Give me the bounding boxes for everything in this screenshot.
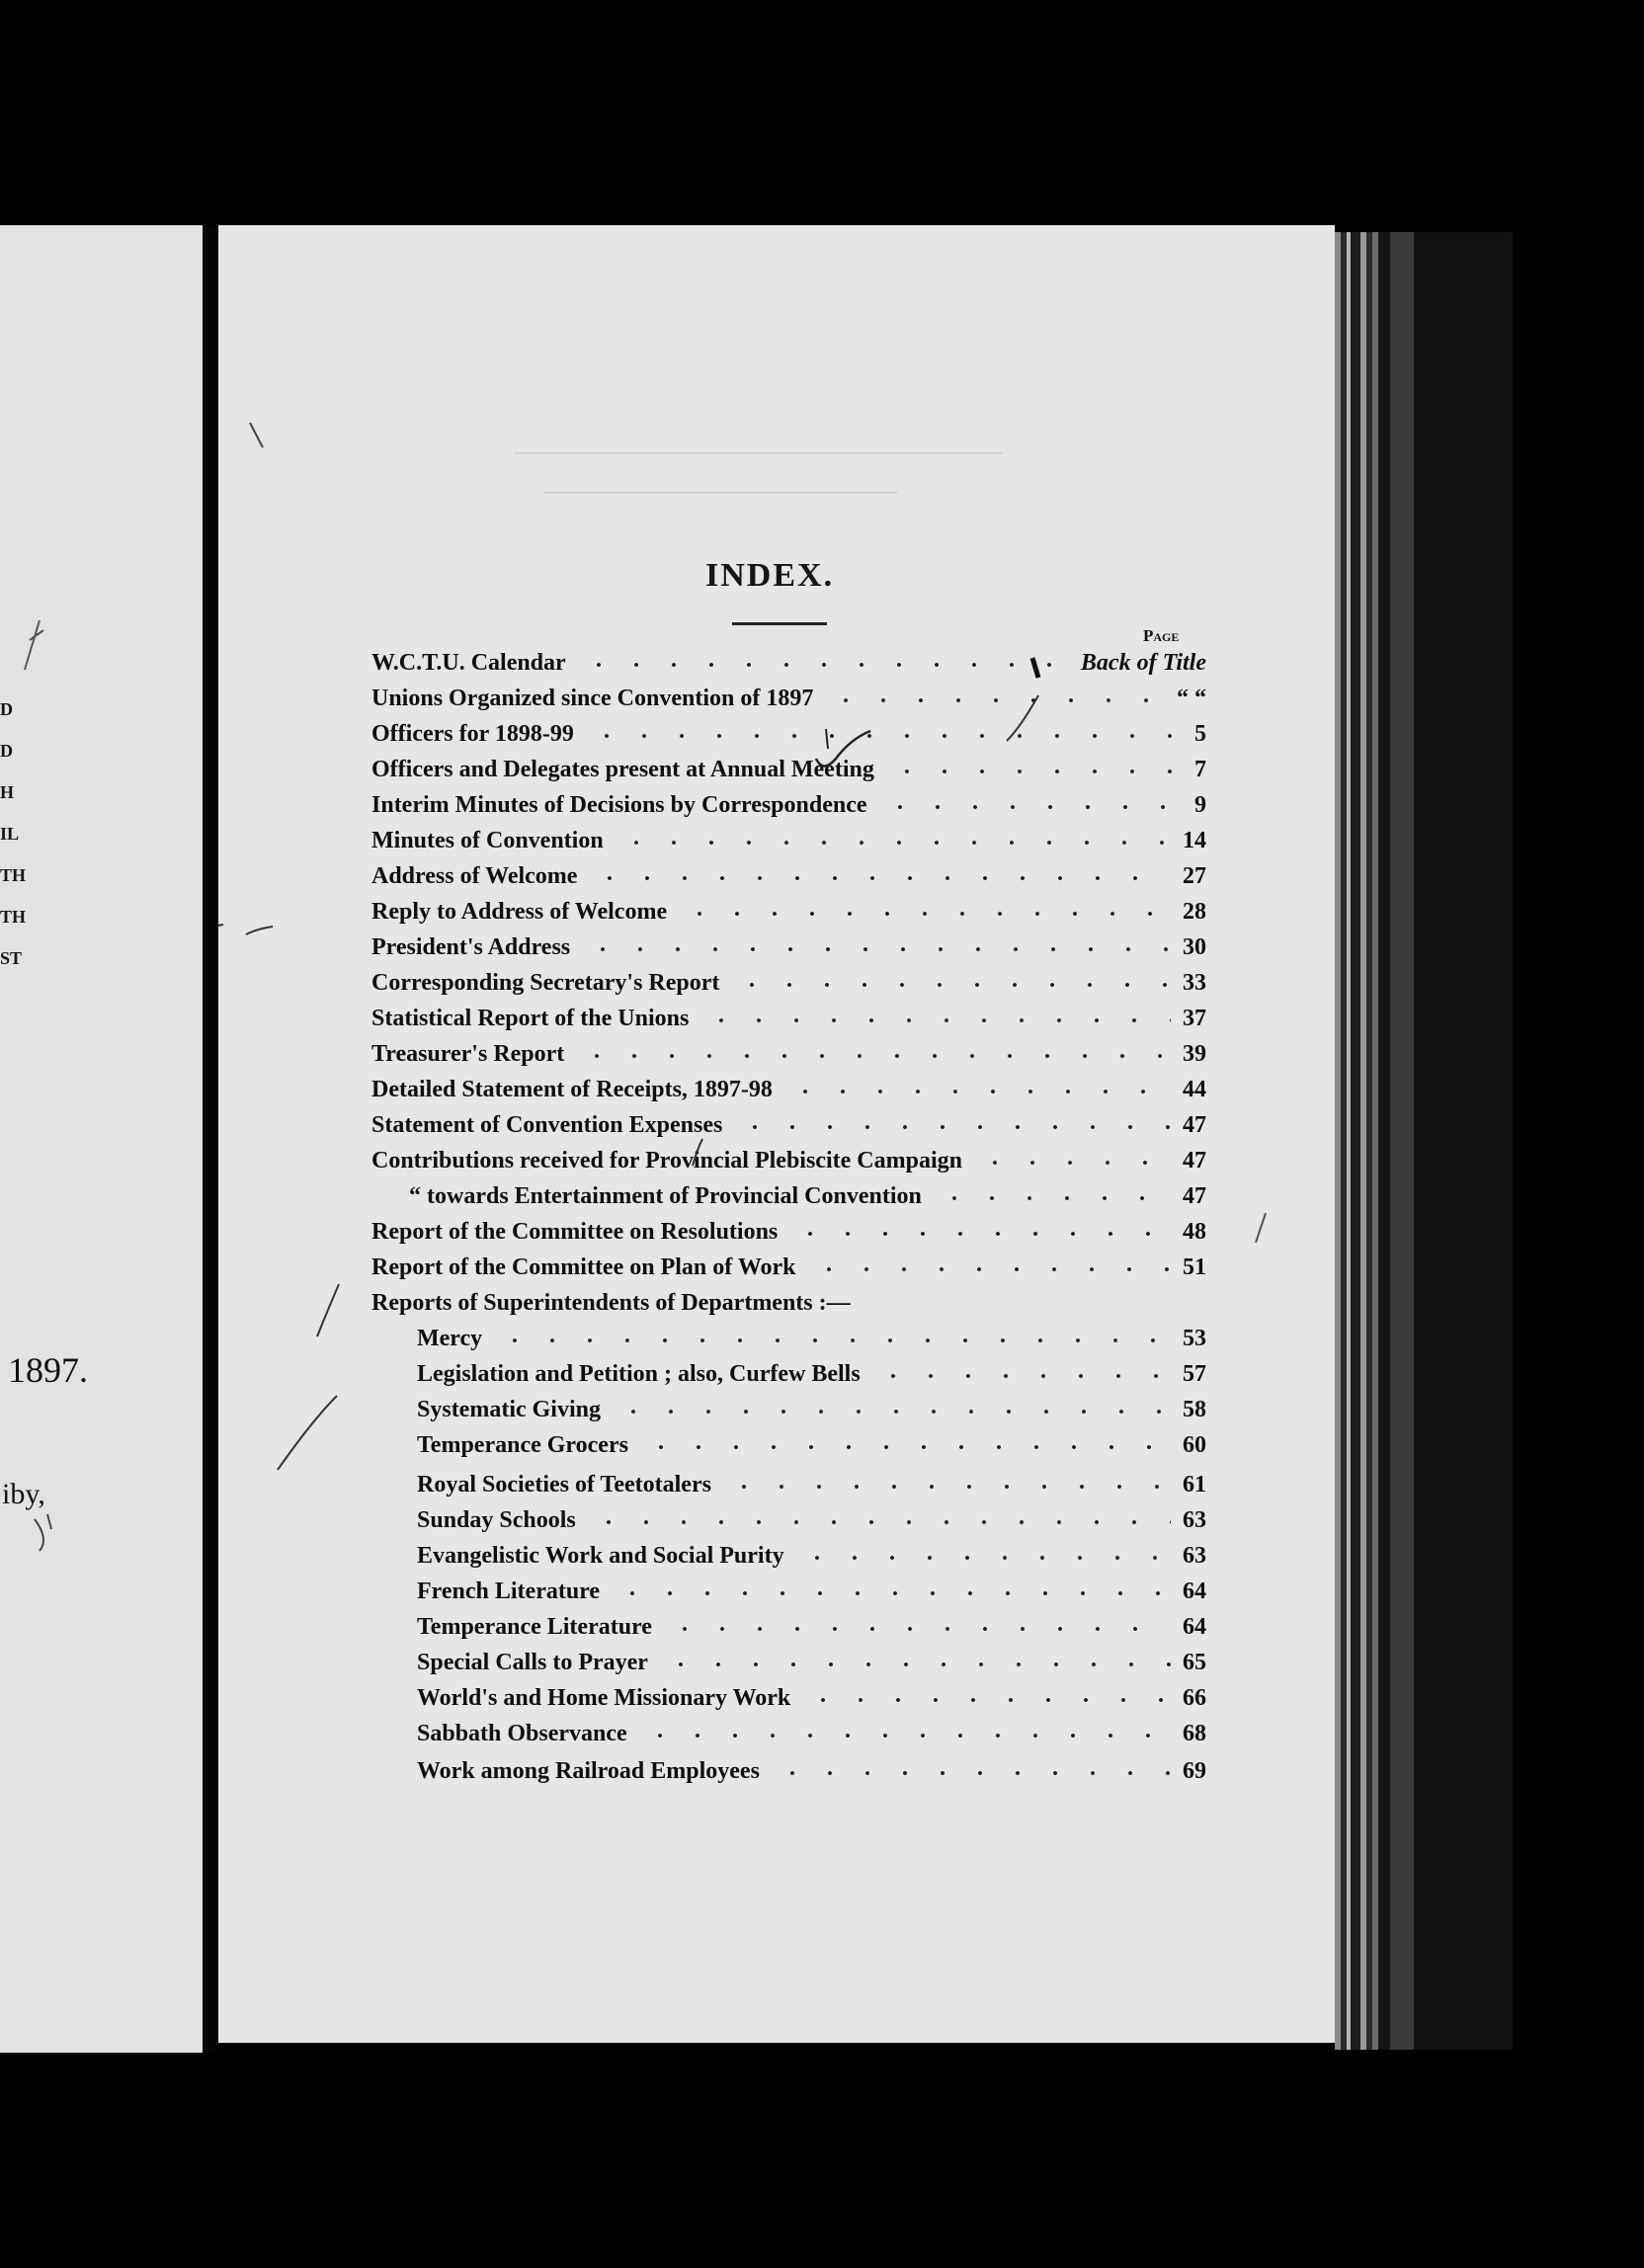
- entry-page: 53: [1183, 1326, 1206, 1351]
- entry-title: Report of the Committee on Resolutions: [371, 1219, 779, 1245]
- entry-page: 30: [1183, 934, 1206, 960]
- entry-title: Mercy: [417, 1326, 483, 1351]
- entry-page: 58: [1183, 1397, 1206, 1422]
- left-edge-text: D: [0, 741, 13, 761]
- left-year-fragment: 1897.: [8, 1350, 88, 1390]
- entry-page: 9: [1194, 792, 1206, 818]
- left-edge-text: H: [0, 782, 15, 802]
- entry-page: 44: [1183, 1077, 1206, 1102]
- entry-page: 47: [1183, 1183, 1206, 1209]
- entry-page: 39: [1183, 1041, 1206, 1067]
- entry-title: Evangelistic Work and Social Purity: [417, 1543, 784, 1569]
- left-edge-text: IL: [0, 824, 20, 844]
- entry-page: 48: [1183, 1219, 1206, 1245]
- entry-page: 27: [1183, 863, 1206, 889]
- entry-page: 61: [1183, 1472, 1206, 1498]
- entry-page: 60: [1183, 1432, 1206, 1458]
- index-page: [218, 225, 1335, 2043]
- entry-page: 28: [1183, 899, 1206, 925]
- page-column-heading: Page: [1143, 626, 1180, 645]
- entry-page: Back of Title: [1080, 650, 1206, 676]
- entry-page: 14: [1183, 828, 1206, 853]
- entry-page: 7: [1194, 757, 1206, 782]
- entry-page: 37: [1183, 1006, 1206, 1031]
- entry-title: President's Address: [371, 934, 571, 960]
- entry-title: W.C.T.U. Calendar: [371, 650, 566, 676]
- entry-title: Treasurer's Report: [371, 1041, 565, 1067]
- page-title: INDEX.: [705, 557, 835, 594]
- entry-page: 5: [1194, 721, 1206, 747]
- left-text-fragment: iby,: [2, 1478, 45, 1510]
- left-edge-text: ST: [0, 948, 23, 968]
- entry-page: “ “: [1177, 686, 1206, 711]
- entry-title: “ towards Entertainment of Provincial Convention: [409, 1183, 922, 1209]
- entry-page: 69: [1183, 1758, 1206, 1784]
- entry-title: Corresponding Secretary's Report: [371, 970, 720, 996]
- entry-title: Reply to Address of Welcome: [371, 899, 668, 925]
- entry-title: Special Calls to Prayer: [417, 1650, 648, 1675]
- entry-title: World's and Home Missionary Work: [417, 1685, 791, 1711]
- entry-title: Statistical Report of the Unions: [371, 1006, 690, 1031]
- pencil-marks: [218, 225, 1335, 2043]
- bleed-through-text: ─────────────────────────────: [515, 441, 1003, 466]
- entry-title: Royal Societies of Teetotalers: [417, 1472, 711, 1498]
- entry-title: Unions Organized since Convention of 1897: [371, 686, 814, 711]
- entry-page: 63: [1183, 1507, 1206, 1533]
- left-edge-text: TH: [0, 865, 27, 885]
- entry-page: 64: [1183, 1614, 1206, 1640]
- left-facing-page: [0, 225, 203, 2053]
- entry-title: French Literature: [417, 1579, 601, 1604]
- entry-title: Statement of Convention Expenses: [371, 1112, 723, 1138]
- entry-title: Detailed Statement of Receipts, 1897-98: [371, 1077, 773, 1102]
- entry-title: Reports of Superintendents of Departments :—: [371, 1290, 851, 1316]
- entry-page: 47: [1183, 1112, 1206, 1138]
- entry-page: 63: [1183, 1543, 1206, 1569]
- entry-title: Address of Welcome: [371, 863, 578, 889]
- entry-title: Temperance Literature: [417, 1614, 652, 1640]
- entry-page: 68: [1183, 1721, 1206, 1746]
- entry-title: Work among Railroad Employees: [417, 1758, 760, 1784]
- entry-title: Interim Minutes of Decisions by Correspondence: [371, 792, 867, 818]
- entry-page: 65: [1183, 1650, 1206, 1675]
- entry-title: Sabbath Observance: [417, 1721, 627, 1746]
- bleed-through-text: ─────────────────────: [544, 480, 898, 506]
- left-edge-text: TH: [0, 907, 27, 927]
- entry-page: 66: [1183, 1685, 1206, 1711]
- entry-page: 51: [1183, 1255, 1206, 1280]
- pencil-marks: [0, 601, 203, 2082]
- entry-page: 33: [1183, 970, 1206, 996]
- entry-page: 47: [1183, 1148, 1206, 1174]
- entry-title: Sunday Schools: [417, 1507, 576, 1533]
- entry-title: Contributions received for Provincial Plebiscite Campaign: [371, 1148, 962, 1174]
- entry-title: Legislation and Petition ; also, Curfew Bells: [417, 1361, 861, 1387]
- entry-page: 57: [1183, 1361, 1206, 1387]
- entry-page: 64: [1183, 1579, 1206, 1604]
- entry-title: Report of the Committee on Plan of Work: [371, 1255, 796, 1280]
- entry-title: Officers for 1898-99: [371, 721, 574, 747]
- entry-title: Minutes of Convention: [371, 828, 604, 853]
- entry-title: Officers and Delegates present at Annual Meeting: [371, 757, 874, 782]
- book-page-edges: [1335, 232, 1513, 2050]
- book-gutter: [203, 225, 218, 2053]
- left-edge-text: D: [0, 699, 13, 719]
- entry-title: Systematic Giving: [417, 1397, 601, 1422]
- entry-title: Temperance Grocers: [417, 1432, 628, 1458]
